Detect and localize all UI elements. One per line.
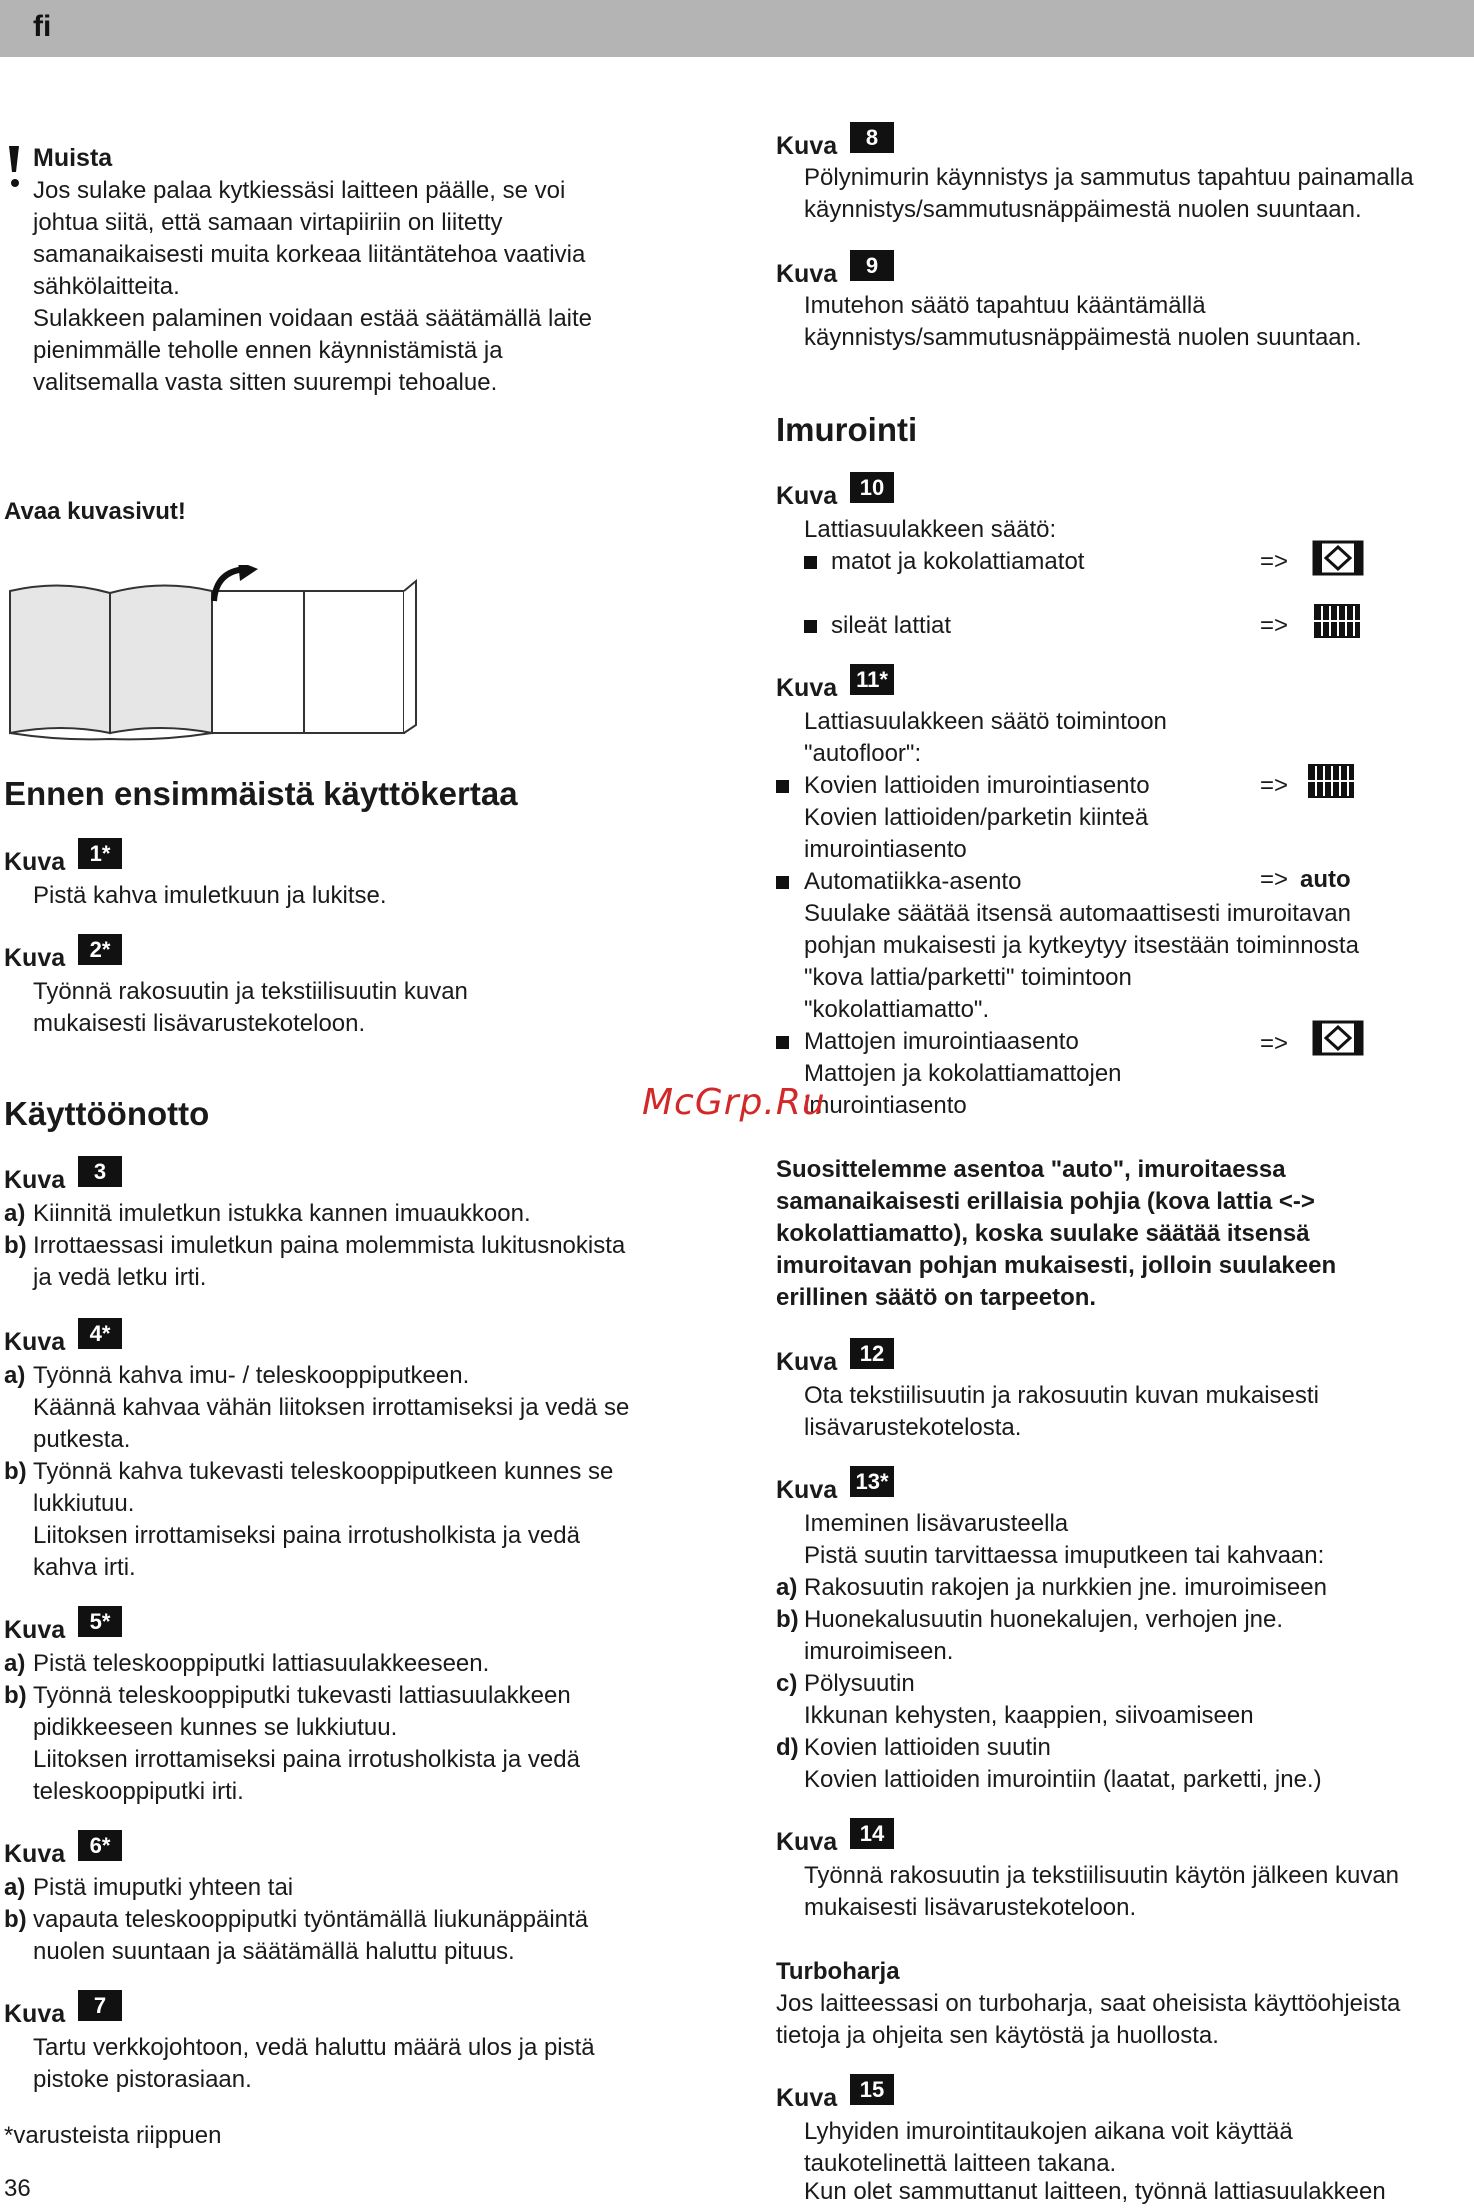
instruction-text: Huonekalusuutin huonekalujen, verhojen jne. <box>804 1606 1284 1633</box>
kuva-label: Kuva <box>776 1476 838 1504</box>
hard-floor-mode-icon <box>1312 602 1362 640</box>
instruction-text: Kovien lattioiden/parketin kiinteä <box>804 804 1149 831</box>
note-line: valitsemalla vasta sitten suurempi tehoalue. <box>33 369 498 396</box>
right-column <box>776 0 1470 2209</box>
bullet-icon <box>804 620 817 633</box>
instruction-text: Liitoksen irrottamiseksi paina irrotusholkista ja vedä <box>33 1522 580 1549</box>
instruction-text: imurointiasento <box>804 1092 967 1119</box>
left-column <box>4 0 694 2209</box>
exclamation-dot-icon <box>11 179 19 187</box>
instruction-text: mukaisesti lisävarustekoteloon. <box>33 1010 366 1037</box>
step-letter: b) <box>4 1458 27 1485</box>
instruction-text: tietoja ja ohjeita sen käytöstä ja huollosta. <box>776 2022 1219 2049</box>
hard-floor-mode-icon <box>1306 762 1356 800</box>
carpet-mode-icon <box>1312 540 1364 576</box>
instruction-text: Työnnä kahva tukevasti teleskooppiputkeen kunnes se <box>33 1458 614 1485</box>
figure-number-badge: 9 <box>850 250 894 281</box>
setting-item: Kovien lattioiden imurointiasento <box>804 772 1150 799</box>
figure-number-badge: 3 <box>78 1156 122 1187</box>
page-number: 36 <box>4 2175 31 2202</box>
figure-number-badge: 6* <box>78 1830 122 1861</box>
instruction-text: käynnistys/sammutusnäppäimestä nuolen suuntaan. <box>804 324 1362 351</box>
instruction-text: vapauta teleskooppiputki työntämällä liukunäppäintä <box>33 1906 589 1933</box>
instruction-text: Työnnä rakosuutin ja tekstiilisuutin käytön jälkeen kuvan <box>804 1862 1400 1889</box>
kuva-label: Kuva <box>776 1348 838 1376</box>
instruction-text: Kovien lattioiden suutin <box>804 1734 1051 1761</box>
instruction-text: Irrottaessasi imuletkun paina molemmista lukitusnokista <box>33 1232 626 1259</box>
instruction-text: Työnnä kahva imu- / teleskooppiputkeen. <box>33 1362 470 1389</box>
note-title: Muista <box>33 144 113 172</box>
instruction-text: "kova lattia/parketti" toimintoon <box>804 964 1132 991</box>
recommendation-text: erillinen säätö on tarpeeton. <box>776 1284 1097 1311</box>
instruction-text: Pistä imuputki yhteen tai <box>33 1874 294 1901</box>
language-code: fi <box>33 10 52 43</box>
step-letter: b) <box>4 1906 27 1933</box>
turbo-brush-heading: Turboharja <box>776 1958 900 1985</box>
instruction-text: "kokolattiamatto". <box>804 996 990 1023</box>
instruction-text: imuroimiseen. <box>804 1638 954 1665</box>
instruction-text: imurointiasento <box>804 836 967 863</box>
instruction-text: "autofloor": <box>804 740 922 767</box>
kuva-label: Kuva <box>776 1828 838 1856</box>
bullet-icon <box>804 556 817 569</box>
watermark: McGrp.Ru <box>642 1082 826 1123</box>
bullet-icon <box>776 780 789 793</box>
note-line: pienimmälle teholle ennen käynnistämistä ja <box>33 337 503 364</box>
note-line: samanaikaisesti muita korkeaa liitäntätehoa vaativia <box>33 241 586 268</box>
kuva-label: Kuva <box>4 944 66 972</box>
figure-number-badge: 11* <box>850 664 894 695</box>
arrow-text: => <box>1260 1030 1289 1057</box>
step-letter: d) <box>776 1734 799 1761</box>
setting-item: sileät lattiat <box>831 612 952 639</box>
kuva-label: Kuva <box>4 1840 66 1868</box>
step-letter: a) <box>776 1574 798 1601</box>
kuva-label: Kuva <box>776 260 838 288</box>
setting-item: Automatiikka-asento <box>804 868 1022 895</box>
step-letter: b) <box>4 1232 27 1259</box>
step-letter: b) <box>4 1682 27 1709</box>
kuva-label: Kuva <box>776 132 838 160</box>
kuva-label: Kuva <box>4 1616 66 1644</box>
heading-before-first-use: Ennen ensimmäistä käyttökertaa <box>4 775 518 812</box>
instruction-text: Työnnä teleskooppiputki tukevasti lattiasuulakkeen <box>33 1682 571 1709</box>
figure-number-badge: 7 <box>78 1990 122 2021</box>
instruction-text: ja vedä letku irti. <box>33 1264 207 1291</box>
instruction-text: Suulake säätää itsensä automaattisesti imuroitavan <box>804 900 1351 927</box>
kuva-label: Kuva <box>4 1328 66 1356</box>
figure-number-badge: 1* <box>78 838 122 869</box>
instruction-text: Lattiasuulakkeen säätö toimintoon <box>804 708 1167 735</box>
setting-item: matot ja kokolattiamatot <box>831 548 1085 575</box>
instruction-text: Liitoksen irrottamiseksi paina irrotusholkista ja vedä <box>33 1746 580 1773</box>
auto-mode-label: auto <box>1300 866 1351 893</box>
recommendation-text: Suosittelemme asentoa "auto", imuroitaessa <box>776 1156 1286 1183</box>
figure-number-badge: 12 <box>850 1338 894 1369</box>
instruction-text: pistoke pistorasiaan. <box>33 2066 252 2093</box>
instruction-text: Pistä kahva imuletkuun ja lukitse. <box>33 882 387 909</box>
arrow-text: => <box>1260 772 1289 799</box>
carpet-mode-icon <box>1312 1020 1364 1056</box>
kuva-label: Kuva <box>776 674 838 702</box>
kuva-label: Kuva <box>4 848 66 876</box>
instruction-text: putkesta. <box>33 1426 131 1453</box>
open-pages-label: Avaa kuvasivut! <box>4 498 186 525</box>
instruction-text: Pistä teleskooppiputki lattiasuulakkeeseen. <box>33 1650 490 1677</box>
instruction-text: lisävarustekotelosta. <box>804 1414 1022 1441</box>
instruction-text: Imeminen lisävarusteella <box>804 1510 1069 1537</box>
figure-number-badge: 14 <box>850 1818 894 1849</box>
instruction-text: lukkiutuu. <box>33 1490 135 1517</box>
figure-number-badge: 4* <box>78 1318 122 1349</box>
step-letter: c) <box>776 1670 798 1697</box>
instruction-text: teleskooppiputki irti. <box>33 1778 244 1805</box>
step-letter: a) <box>4 1362 26 1389</box>
bullet-icon <box>776 1036 789 1049</box>
arrow-text: => <box>1260 866 1289 893</box>
instruction-text: Kun olet sammuttanut laitteen, työnnä lattiasuulakkeen <box>804 2178 1386 2205</box>
instruction-text: Imutehon säätö tapahtuu kääntämällä <box>804 292 1206 319</box>
instruction-text: Pölysuutin <box>804 1670 915 1697</box>
step-letter: a) <box>4 1874 26 1901</box>
instruction-text: kahva irti. <box>33 1554 136 1581</box>
recommendation-text: imuroitavan pohjan mukaisesti, jolloin suulakeen <box>776 1252 1337 1279</box>
instruction-text: Käännä kahvaa vähän liitoksen irrottamiseksi ja vedä se <box>33 1394 630 1421</box>
figure-number-badge: 13* <box>850 1466 894 1497</box>
step-letter: a) <box>4 1200 26 1227</box>
instruction-text: pidikkeeseen kunnes se lukkiutuu. <box>33 1714 398 1741</box>
figure-number-badge: 15 <box>850 2074 894 2105</box>
figure-number-badge: 5* <box>78 1606 122 1637</box>
recommendation-text: kokolattiamatto), koska suulake säätää itsensä <box>776 1220 1310 1247</box>
step-letter: a) <box>4 1650 26 1677</box>
instruction-text: Lattiasuulakkeen säätö: <box>804 516 1057 543</box>
heading-setup: Käyttöönotto <box>4 1095 210 1132</box>
recommendation-text: samanaikaisesti erillaisia pohjia (kova lattia <-> <box>776 1188 1315 1215</box>
kuva-label: Kuva <box>776 482 838 510</box>
arrow-text: => <box>1260 548 1289 575</box>
footnote: *varusteista riippuen <box>4 2122 222 2149</box>
figure-number-badge: 10 <box>850 472 894 503</box>
note-line: Jos sulake palaa kytkiessäsi laitteen päälle, se voi <box>33 177 566 204</box>
note-line: sähkölaitteita. <box>33 273 180 300</box>
instruction-text: Lyhyiden imurointitaukojen aikana voit käyttää <box>804 2118 1293 2145</box>
kuva-label: Kuva <box>4 2000 66 2028</box>
arrow-text: => <box>1260 612 1289 639</box>
instruction-text: Jos laitteessasi on turboharja, saat oheisista käyttöohjeista <box>776 1990 1401 2017</box>
instruction-text: Ota tekstiilisuutin ja rakosuutin kuvan mukaisesti <box>804 1382 1319 1409</box>
instruction-text: Kovien lattioiden imurointiin (laatat, parketti, jne.) <box>804 1766 1322 1793</box>
note-line: Sulakkeen palaminen voidaan estää säätämällä laite <box>33 305 593 332</box>
instruction-text: Kiinnitä imuletkun istukka kannen imuaukkoon. <box>33 1200 531 1227</box>
step-letter: b) <box>776 1606 799 1633</box>
instruction-text: Työnnä rakosuutin ja tekstiilisuutin kuvan <box>33 978 468 1005</box>
instruction-text: taukotelinettä laitteen takana. <box>804 2150 1117 2177</box>
instruction-text: pohjan mukaisesti ja kytkeytyy itsestään toiminnosta <box>804 932 1359 959</box>
figure-number-badge: 8 <box>850 122 894 153</box>
bullet-icon <box>776 876 789 889</box>
heading-vacuuming: Imurointi <box>776 411 918 448</box>
kuva-label: Kuva <box>776 2084 838 2112</box>
instruction-text: käynnistys/sammutusnäppäimestä nuolen suuntaan. <box>804 196 1362 223</box>
open-book-illustration <box>6 565 426 745</box>
setting-item: Mattojen imurointiaasento <box>804 1028 1079 1055</box>
instruction-text: Ikkunan kehysten, kaappien, siivoamiseen <box>804 1702 1254 1729</box>
instruction-text: Pistä suutin tarvittaessa imuputkeen tai kahvaan: <box>804 1542 1325 1569</box>
instruction-text: Pölynimurin käynnistys ja sammutus tapahtuu painamalla <box>804 164 1414 191</box>
figure-number-badge: 2* <box>78 934 122 965</box>
instruction-text: Mattojen ja kokolattiamattojen <box>804 1060 1122 1087</box>
instruction-text: Tartu verkkojohtoon, vedä haluttu määrä ulos ja pistä <box>33 2034 595 2061</box>
instruction-text: mukaisesti lisävarustekoteloon. <box>804 1894 1137 1921</box>
instruction-text: Rakosuutin rakojen ja nurkkien jne. imuroimiseen <box>804 1574 1327 1601</box>
exclamation-icon <box>9 146 19 172</box>
instruction-text: nuolen suuntaan ja säätämällä haluttu pituus. <box>33 1938 515 1965</box>
note-line: johtua siitä, että samaan virtapiiriin on liitetty <box>33 209 503 236</box>
kuva-label: Kuva <box>4 1166 66 1194</box>
